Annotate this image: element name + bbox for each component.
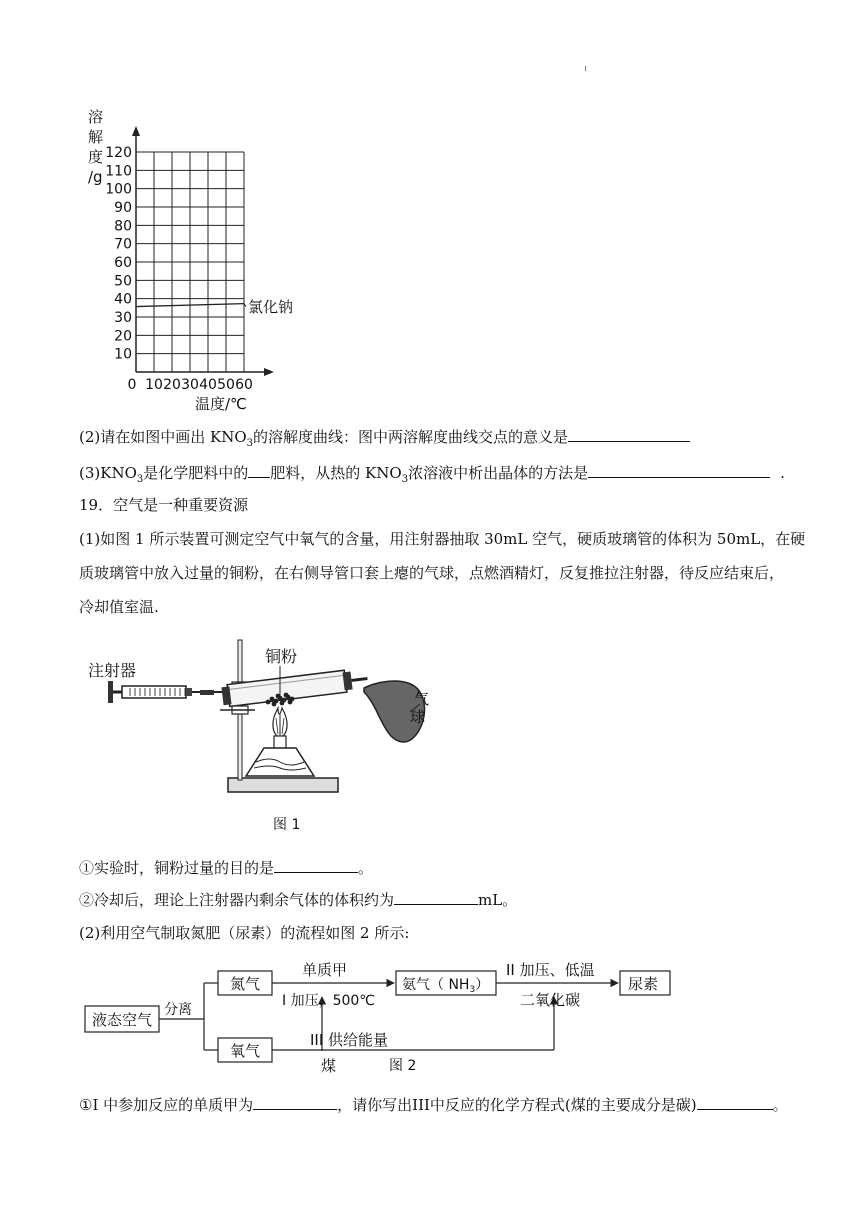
y-label-char: 度	[88, 148, 104, 166]
y-tick-label: 100	[105, 181, 132, 198]
label-coal: 煤	[321, 1057, 337, 1075]
figure-2-caption: 图 2	[389, 1058, 417, 1074]
syringe-label: 注射器	[88, 661, 137, 680]
x-tick-label: 10	[145, 377, 163, 393]
q18-p3-text-d: 浓溶液中析出晶体的方法是	[408, 464, 589, 482]
q19-part2: (2)利用空气制取氮肥（尿素）的流程如图 2 所示:	[79, 924, 410, 942]
label-step3: III 供给能量	[310, 1031, 389, 1049]
apparatus-figure-1	[80, 630, 460, 840]
y-tick-label: 120	[105, 145, 132, 161]
page-mark	[585, 66, 586, 71]
glass-tube	[227, 670, 347, 706]
q19-sub1-end: 。	[358, 859, 374, 877]
copper-grain	[272, 702, 277, 707]
q18-p2-sub: 3	[246, 438, 254, 449]
q18-part2	[79, 427, 690, 454]
chart-y-label	[88, 108, 103, 186]
answer-blank-remaining-volume[interactable]	[394, 890, 478, 905]
q18-p3-text-c: 肥料，从热的 KNO	[270, 464, 402, 482]
syringe-barrel	[122, 686, 186, 698]
answer-blank-fertilizer-type[interactable]	[248, 463, 270, 478]
y-tick-label: 30	[114, 310, 132, 326]
y-tick-label: 60	[114, 255, 132, 271]
answer-blank-intersection[interactable]	[568, 427, 690, 442]
y-tick-label: 50	[114, 273, 132, 290]
q18-p2-text-a: (2)请在如图中画出 KNO	[79, 428, 247, 446]
label-oxygen: 氧气	[230, 1042, 261, 1060]
q19-sub3-end: 。	[772, 1096, 788, 1114]
q19-sub3	[79, 1095, 788, 1115]
x-tick-label: 40	[199, 377, 217, 393]
y-tick-label: 10	[114, 346, 132, 363]
q18-p3-text-b: 是化学肥料中的	[143, 464, 249, 482]
x-tick-label: 60	[235, 377, 253, 393]
q19-sub2	[79, 890, 517, 910]
x-tick-label: 30	[181, 377, 199, 393]
chart-axes	[132, 126, 274, 376]
x-tick-label: 20	[163, 377, 181, 393]
chart-x-ticks	[128, 377, 253, 393]
label-separation: 分离	[164, 1002, 192, 1018]
q18-p3-end: .	[780, 464, 785, 482]
q18-p2-text-b: 的溶解度曲线：图中两溶解度曲线交点的意义是	[253, 428, 569, 446]
x-axis-arrow	[264, 368, 274, 376]
q18-p3-sub-1: 3	[136, 474, 144, 485]
solubility-chart	[80, 100, 320, 420]
label-nitrogen: 氮气	[230, 975, 261, 993]
label-step2: II 加压、低温	[506, 961, 595, 979]
copper-grain	[266, 700, 271, 705]
q19-sub2-text: ②冷却后，理论上注射器内剩余气体的体积约为	[79, 891, 395, 909]
lamp-wick-holder	[274, 736, 286, 748]
label-step1: I 加压，500℃	[282, 993, 376, 1009]
q19-p1-line1: (1)如图 1 所示装置可测定空气中氧气的含量，用注射器抽取 30mL 空气，硬质玻璃管的体积为 50mL，在硬	[79, 530, 806, 548]
chart-x-label: 温度/℃	[195, 395, 247, 413]
y-axis-arrow	[132, 126, 140, 136]
q19-sub2-end: mL。	[478, 891, 518, 909]
balloon-label-2: 球	[410, 708, 426, 726]
copper-grain	[280, 701, 285, 706]
y-tick-label: 80	[114, 218, 132, 235]
x-tick-label: 50	[217, 377, 235, 393]
x-tick-label: 0	[127, 377, 137, 393]
y-tick-label: 20	[114, 328, 132, 345]
q19-sub3-text-b: ，请你写出III中反应的化学方程式(煤的主要成分是碳)	[337, 1096, 697, 1114]
copper-grain	[288, 700, 293, 705]
y-tick-label: 110	[105, 163, 132, 180]
q18-part3	[79, 463, 785, 490]
syringe-handle	[108, 681, 113, 703]
figure-1-caption: 图 1	[273, 817, 301, 833]
label-liquid-air: 液态空气	[92, 1011, 153, 1029]
answer-blank-copper-excess[interactable]	[274, 858, 358, 873]
q18-p3-text-a: (3)KNO	[79, 464, 137, 482]
label-co2: 二氧化碳	[520, 991, 581, 1009]
answer-blank-crystallization[interactable]	[588, 463, 770, 478]
label-ammonia: 氨气（ $NH_3$）	[402, 977, 490, 995]
copper-label: 铜粉	[265, 647, 298, 666]
chart-y-ticks	[105, 145, 132, 363]
q19-heading: 19．空气是一种重要资源	[79, 496, 249, 514]
q18-p3-sub-2: 3	[401, 474, 409, 485]
label-urea: 尿素	[628, 975, 659, 993]
answer-blank-equation[interactable]	[697, 1095, 773, 1110]
y-tick-label: 70	[114, 236, 132, 253]
y-tick-label: 40	[114, 291, 132, 308]
label-element-a: 单质甲	[302, 961, 348, 979]
y-tick-label: 90	[114, 200, 132, 216]
curve-label-nacl: 氯化钠	[248, 298, 294, 316]
answer-blank-element-a[interactable]	[253, 1095, 337, 1110]
q19-p1-line2: 质玻璃管中放入过量的铜粉，在右侧导管口套上瘪的气球，点燃酒精灯，反复推拉注射器，待反应结束后，	[79, 564, 785, 582]
y-label-char: /g	[88, 168, 103, 186]
chart-series	[136, 304, 246, 307]
chart-grid	[136, 152, 244, 372]
flowchart-figure-2	[80, 955, 680, 1080]
copper-grain	[284, 693, 289, 698]
q19-p1-line3: 冷却值室温.	[79, 598, 159, 616]
stand-base	[228, 778, 338, 792]
q19-sub1-text: ①实验时，铜粉过量的目的是	[79, 859, 275, 877]
y-label-char: 溶	[88, 108, 104, 126]
q19-sub1	[79, 858, 373, 878]
q19-sub3-text-a: ①I 中参加反应的单质甲为	[79, 1096, 254, 1114]
balloon-label-1: 气	[414, 690, 430, 708]
y-label-char: 解	[88, 128, 104, 146]
